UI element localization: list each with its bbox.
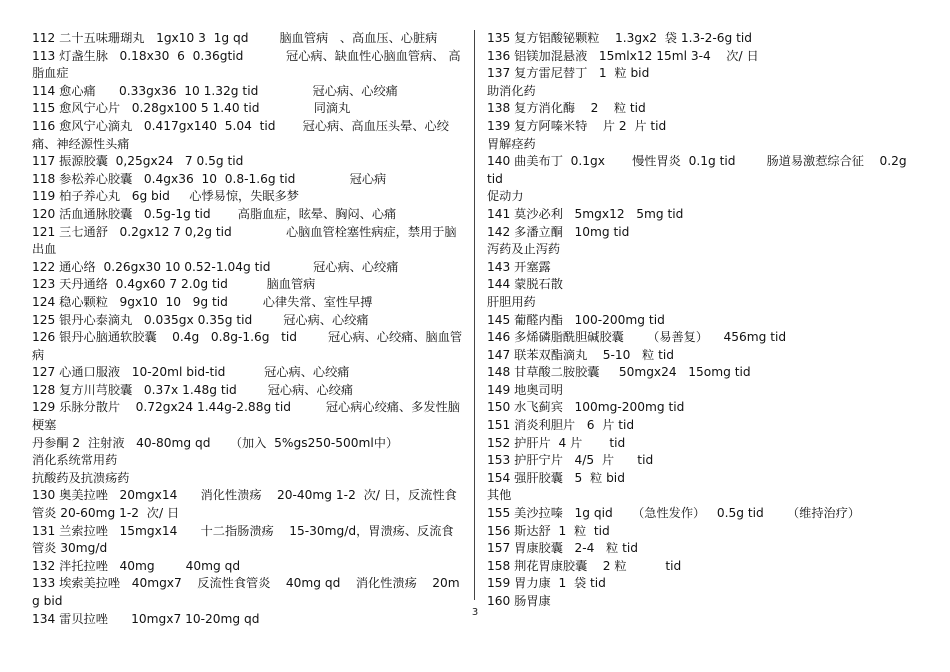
- text-line: 132 泮托拉唑 40mg 40mg qd: [32, 558, 241, 573]
- text-line: 116 愈风宁心滴丸 0.417gx140 5.04 tid 冠心病、高血压头晕、心绞痛、神经源性头痛: [32, 118, 449, 151]
- text-line: 140 曲美布丁 0.1gx 慢性胃炎 0.1g tid 肠道易激惹综合征 0.2g tid: [487, 154, 911, 186]
- text-line: 113 灯盏生脉 0.18x30 6 0.36gtid 冠心病、缺血性心脑血管病、 高脂血症: [32, 48, 461, 81]
- text-line: 150 水飞蓟宾 100mg-200mg tid: [487, 400, 685, 415]
- text-line: 129 乐脉分散片 0.72gx24 1.44g-2.88g tid 冠心病心绞痛、多发性脑梗塞: [32, 400, 460, 433]
- text-line: 123 天丹通络 0.4gx60 7 2.0g tid 脑血管病: [32, 277, 316, 292]
- text-line: 134 雷贝拉唑 10mgx7 10-20mg qd: [32, 611, 260, 626]
- text-line: 158 荆花胃康胶囊 2 粒 tid: [487, 558, 682, 573]
- text-line: 152 护肝片 4 片 tid: [487, 435, 626, 450]
- text-line: 146 多烯磷脂酰胆碱胶囊 （易善复） 456mg tid: [487, 330, 787, 345]
- text-line: 112 二十五味珊瑚丸 1gx10 3 1g qd 脑血管病 、高血压、心脏病: [32, 31, 438, 45]
- text-line: 120 活血通脉胶囊 0.5g-1g tid 高脂血症，眩晕、胸闷、心痛: [32, 206, 397, 221]
- text-line: 137 复方雷尼替丁 1 粒 bid: [487, 66, 650, 81]
- text-line: 消化系统常用药: [32, 453, 118, 468]
- text-line: 促动力: [487, 189, 524, 204]
- text-line: 117 振源胶囊 0,25gx24 7 0.5g tid: [32, 154, 244, 169]
- text-line: 133 埃索美拉唑 40mgx7 反流性食管炎 40mg qd 消化性溃疡 20mg bid: [32, 576, 460, 608]
- text-line: 胃解痉药: [487, 136, 536, 151]
- text-line: 159 胃力康 1 袋 tid: [487, 576, 606, 591]
- text-line: 124 稳心颗粒 9gx10 10 9g tid 心律失常、室性早搏: [32, 294, 373, 309]
- text-line: 136 铝镁加混悬液 15mlx12 15ml 3-4 次/ 日: [487, 48, 759, 63]
- text-line: 127 心通口服液 10-20ml bid-tid 冠心病、心绞痛: [32, 365, 350, 380]
- text-line: 肝胆用药: [487, 294, 536, 309]
- text-line: 126 银丹心脑通软胶囊 0.4g 0.8g-1.6g tid 冠心病、心绞痛、脑血管病: [32, 330, 463, 362]
- text-line: 丹参酮 2 注射液 40-80mg qd （加入 5%gs250-500ml中）: [32, 435, 399, 450]
- page-number: 3: [471, 607, 479, 618]
- text-line: 130 奥美拉唑 20mgx14 消化性溃疡 20-40mg 1-2 次/ 日，反流性食管炎 20-60mg 1-2 次/ 日: [32, 488, 457, 521]
- text-line: 155 美沙拉嗪 1g qid （急性发作） 0.5g tid （维持治疗）: [487, 506, 861, 521]
- text-line: 128 复方川芎胶囊 0.37x 1.48g tid 冠心病、心绞痛: [32, 382, 354, 397]
- text-line: 泻药及止泻药: [487, 242, 561, 257]
- right-column: [487, 30, 915, 611]
- text-line: 154 强肝胶囊 5 粒 bid: [487, 470, 625, 485]
- text-line: 114 愈心痛 0.33gx36 10 1.32g tid 冠心病、心绞痛: [32, 83, 398, 98]
- text-line: 助消化药: [487, 83, 536, 98]
- text-line: 141 莫沙必利 5mgx12 5mg tid: [487, 206, 684, 221]
- text-line: 143 开塞露: [487, 259, 551, 274]
- text-line: 115 愈风宁心片 0.28gx100 5 1.40 tid 同滴丸: [32, 101, 351, 116]
- text-line: 142 多潘立酮 10mg tid: [487, 224, 630, 239]
- text-line: 157 胃康胶囊 2-4 粒 tid: [487, 541, 638, 556]
- text-line: 147 联苯双酯滴丸 5-10 粒 tid: [487, 347, 675, 362]
- text-line: 122 通心络 0.26gx30 10 0.52-1.04g tid 冠心病、心绞痛: [32, 259, 399, 274]
- text-line: 119 柏子养心丸 6g bid 心悸易惊，失眠多梦: [32, 189, 299, 204]
- column-divider: [474, 30, 475, 600]
- text-line: 121 三七通舒 0.2gx12 7 0,2g tid 心脑血管栓塞性病症，禁用于脑出血: [32, 224, 457, 257]
- text-line: 138 复方消化酶 2 粒 tid: [487, 101, 646, 116]
- text-line: 135 复方铝酸铋颗粒 1.3gx2 袋 1.3-2-6g tid: [487, 31, 753, 45]
- text-line: 148 甘草酸二胺胶囊 50mgx24 15omg tid: [487, 365, 751, 380]
- left-column: [32, 30, 464, 628]
- text-line: 131 兰索拉唑 15mgx14 十二指肠溃疡 15-30mg/d，胃溃疡、反流食管炎 30mg/d: [32, 523, 454, 556]
- text-line: 125 银丹心泰滴丸 0.035gx 0.35g tid 冠心病、心绞痛: [32, 312, 369, 327]
- text-line: 139 复方阿嗪米特 片 2 片 tid: [487, 118, 667, 133]
- text-line: 153 护肝宁片 4/5 片 tid: [487, 453, 654, 468]
- text-line: 145 葡醛内酯 100-200mg tid: [487, 312, 665, 327]
- text-line: 144 蒙脱石散: [487, 277, 563, 292]
- text-line: 151 消炎利胆片 6 片 tid: [487, 418, 635, 433]
- text-line: 156 斯达舒 1 粒 tid: [487, 523, 610, 538]
- text-line: 160 肠胃康: [487, 594, 551, 608]
- text-line: 抗酸药及抗溃疡药: [32, 470, 130, 485]
- text-line: 其他: [487, 488, 512, 503]
- text-line: 149 地奥司明: [487, 382, 563, 397]
- text-line: 118 参松养心胶囊 0.4gx36 10 0.8-1.6g tid 冠心病: [32, 171, 387, 186]
